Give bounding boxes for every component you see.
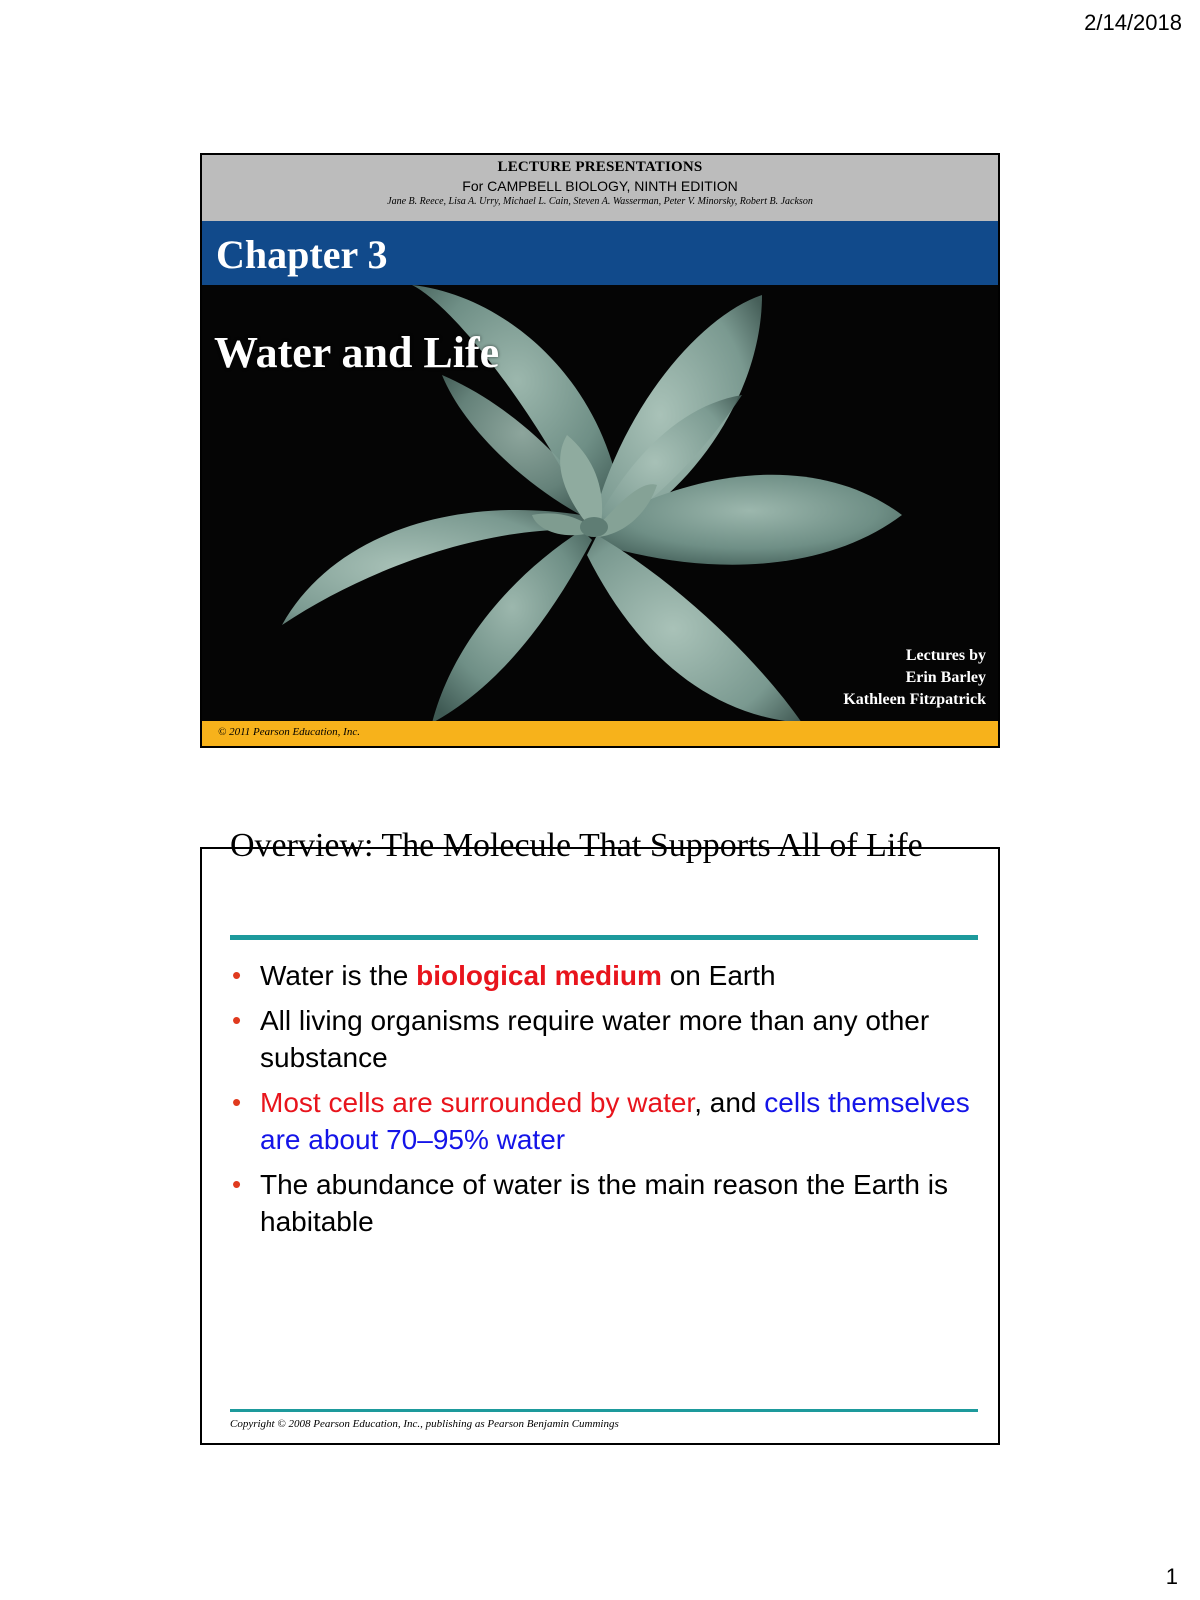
lecturer-line: Erin Barley [905, 669, 986, 686]
bullet-list [230, 957, 970, 1248]
bullet-text: The abundance of water is the main reason the Earth is habitable [260, 1169, 948, 1237]
chapter-band [202, 221, 998, 285]
bullet-text: on Earth [661, 960, 776, 991]
bullet-text: Most cells are surrounded by water [260, 1087, 695, 1118]
slide-1-title: Water and Life [214, 328, 500, 377]
bullet-item [230, 1166, 970, 1240]
page-date: 2/14/2018 [1084, 10, 1182, 35]
bullet-text: cells themselves are about 70–95% water [260, 1087, 970, 1155]
slide-2-title: Overview: The Molecule That Supports All of Life [230, 827, 923, 864]
author-list: Jane B. Reece, Lisa A. Urry, Michael L. Cain, Steven A. Wasserman, Peter V. Minorsky, Robert B. Jackson [387, 196, 813, 207]
page-number: 1 [1165, 1564, 1178, 1589]
slide-1-header [202, 155, 998, 221]
bullet-item [230, 1002, 970, 1076]
bullet-text: , and [694, 1087, 765, 1118]
copyright-text: Copyright © 2008 Pearson Education, Inc., publishing as Pearson Benjamin Cummings [230, 1418, 619, 1430]
bullet-text: biological medium [416, 960, 662, 991]
lecturer-line: Lectures by [905, 647, 986, 664]
lecturer-credits [843, 645, 986, 711]
bullet-text: Water is the [260, 960, 417, 991]
slide-2 [200, 827, 1000, 1445]
copyright-text: © 2011 Pearson Education, Inc. [218, 726, 360, 738]
slide-1-footer [202, 721, 998, 746]
book-title: For CAMPBELL BIOLOGY, NINTH EDITION [462, 178, 738, 194]
lecturer-line: Kathleen Fitzpatrick [843, 691, 986, 708]
footer-divider [230, 1409, 978, 1412]
slide-1 [200, 153, 1000, 748]
bullet-item [230, 957, 970, 994]
title-divider [230, 935, 978, 940]
series-title: LECTURE PRESENTATIONS [497, 159, 703, 175]
chapter-label: Chapter 3 [216, 232, 388, 277]
bullet-item [230, 1084, 970, 1158]
bullet-text: All living organisms require water more than any other substance [260, 1005, 930, 1073]
